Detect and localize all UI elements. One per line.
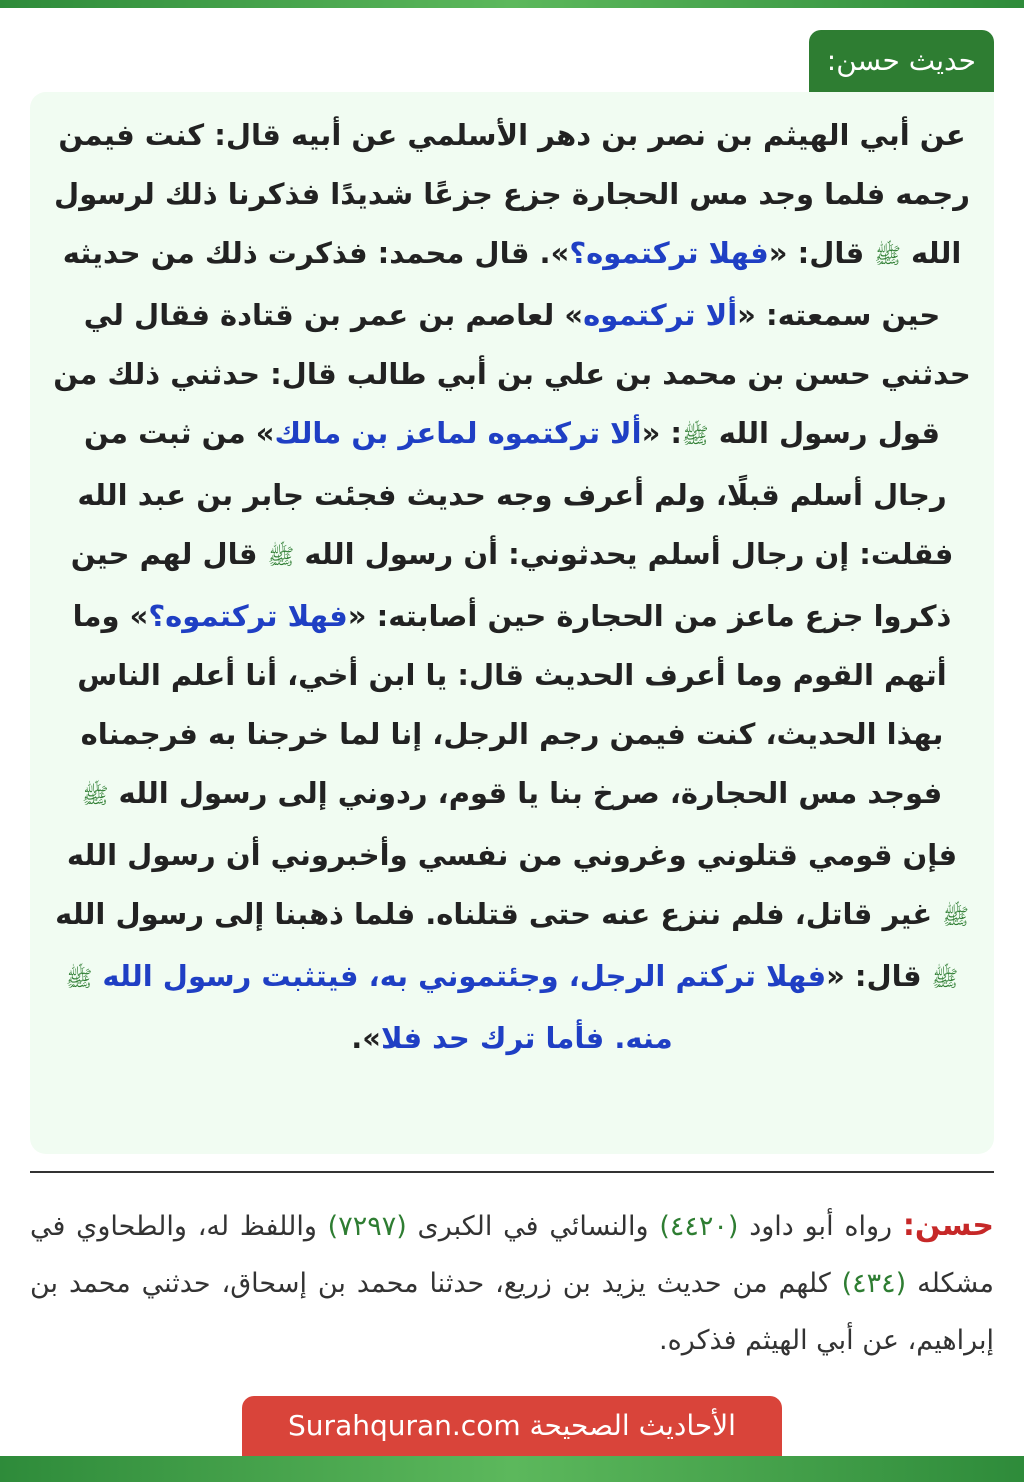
hadith-segment: قال: « (826, 959, 932, 993)
pbuh-symbol: ﷺ (942, 905, 969, 930)
pbuh-symbol: ﷺ (682, 424, 709, 449)
hadith-segment: : « (641, 416, 683, 450)
takhrij-text (30, 1197, 994, 1369)
hadith-number: (٤٤٢٠) (659, 1211, 739, 1242)
prophet-quote: ألا تركتموه (583, 298, 738, 332)
takhrij-grade: حسن: (902, 1208, 994, 1243)
hadith-segment: ». قال محمد: فذكرت ذلك من حديثه حين سمعته: « (62, 236, 941, 332)
prophet-quote: فهلا تركتموه؟ (569, 236, 769, 270)
pbuh-symbol: ﷺ (65, 967, 93, 992)
hadith-segment: » لعاصم بن عمر بن قتادة فقال لي حدثني حسن بن محمد بن علي بن أبي طالب قال: حدثني ذلك من قول رسول الله (53, 298, 971, 450)
hadith-segment: غير قاتل، فلم ننزع عنه حتى قتلناه. فلما ذهبنا إلى رسول الله (55, 897, 943, 931)
site-badge: الأحاديث الصحيحة Surahquran.com (242, 1396, 782, 1456)
hadith-grade-label: حديث حسن: (809, 30, 994, 92)
section-divider (30, 1171, 994, 1173)
hadith-segment: فإن قومي قتلوني وغروني من نفسي وأخبروني أن رسول الله (66, 838, 958, 872)
pbuh-symbol: ﷺ (267, 545, 295, 570)
takhrij-segment: رواه أبو داود (738, 1211, 903, 1242)
pbuh-symbol: ﷺ (81, 784, 109, 809)
hadith-segment: » من ثبت من رجال أسلم قبلًا، ولم أعرف وجه حديث فجئت جابر بن عبد الله فقلت: إن رجال أسلم يحدثوني: أن رسول الله (77, 416, 954, 571)
hadith-text-box (30, 92, 994, 1154)
hadith-segment: عن أبي الهيثم بن نصر بن دهر الأسلمي عن أبيه قال: كنت فيمن رجمه فلما وجد مس الحجارة جزع جزعًا شديدًا فذكرنا ذلك لرسول الله (54, 118, 970, 270)
prophet-quote: ألا تركتموه لماعز بن مالك (274, 416, 642, 450)
hadith-segment: قال لهم حين ذكروا جزع ماعز من الحجارة حين أصابته: « (70, 537, 952, 633)
takhrij-segment: واللفظ له، والطحاوي في مشكله (30, 1211, 994, 1299)
hadith-segment: ». (351, 1021, 382, 1055)
pbuh-symbol: ﷺ (931, 967, 959, 992)
takhrij-segment: والنسائي في الكبرى (406, 1211, 660, 1242)
hadith-number: (٤٣٤) (841, 1268, 907, 1299)
prophet-quote: فهلا تركتموه؟ (148, 599, 348, 633)
top-decorative-bar (0, 0, 1024, 8)
hadith-number: (٧٢٩٧) (327, 1211, 407, 1242)
hadith-text (50, 106, 974, 1068)
prophet-quote: فهلا تركتم الرجل، وجئتموني به، فيتثبت رسول الله (92, 959, 827, 993)
prophet-quote: منه. فأما ترك حد فلا (381, 1021, 673, 1055)
takhrij-segment: كلهم من حديث يزيد بن زريع، حدثنا محمد بن إسحاق، حدثني محمد بن إبراهيم، عن أبي الهيثم فذكره. (30, 1268, 994, 1356)
hadith-segment: » وما أتهم القوم وما أعرف الحديث قال: يا ابن أخي، أنا أعلم الناس بهذا الحديث، كنت فيمن رجم الرجل، إنا لما خرجنا به فرجمناه فوجد مس الحجارة، صرخ بنا يا قوم، ردوني إلى رسول الله (72, 599, 947, 810)
pbuh-symbol: ﷺ (874, 244, 901, 269)
bottom-decorative-bar (0, 1456, 1024, 1482)
hadith-segment: قال: « (768, 236, 875, 270)
